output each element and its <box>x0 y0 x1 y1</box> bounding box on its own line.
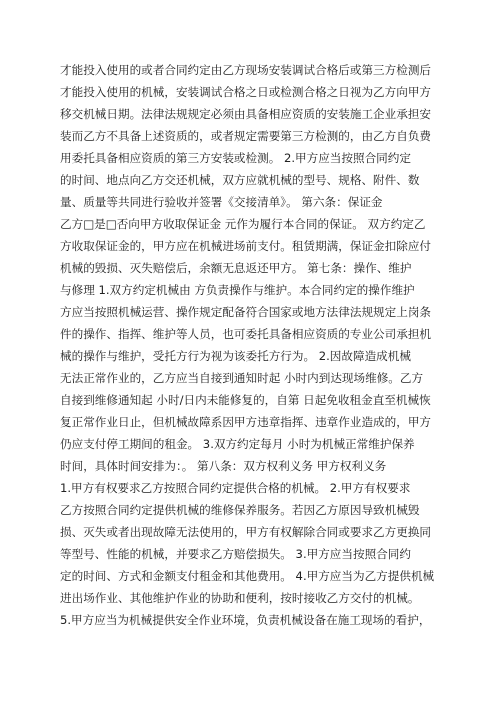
text-line: 机械的毁损、灭失赔偿后，余额无息返还甲方。 第七条：操作、维护 <box>60 261 412 275</box>
text-line: 1.甲方有权要求乙方按照合同约定提供合格的机械。 2.甲方有权要求 <box>60 481 411 495</box>
text-line: 才能投入使用的机械，安装调试合格之日或检测合格之日视为乙方向甲方 <box>60 85 432 99</box>
text-line: 时间，具体时间安排为：。 第八条：双方权利义务 甲方权利义务 <box>60 459 387 473</box>
text-line: 定的时间、方式和金额支付租金和其他费用。 4.甲方应当为乙方提供机械 <box>60 569 435 583</box>
text-line: 自接到维修通知起 小时/日内未能修复的，自第 日起免收租金直至机械恢 <box>60 393 431 407</box>
text-line: 无法正常作业的，乙方应当自接到通知时起 小时内到达现场维修。乙方 <box>60 371 424 385</box>
text-line: 方应当按照机械运营、操作规定配备符合国家或地方法律法规规定上岗条 <box>60 305 432 319</box>
text-line: 复正常作业日止，但机械故障系因甲方违章指挥、违章作业造成的，甲方 <box>60 415 432 429</box>
text-line: 损、灭失或者出现故障无法使用的，甲方有权解除合同或要求乙方更换同 <box>60 525 432 539</box>
text-line: 量、质量等共同进行验收并签署《交接清单》。 第六条：保证金 <box>60 195 383 209</box>
text-line: 等型号、性能的机械，并要求乙方赔偿损失。 3.甲方应当按照合同约 <box>60 547 411 561</box>
text-line: 方收取保证金的，甲方应在机械进场前支付。租赁期满，保证金扣除应付 <box>60 239 432 253</box>
text-line: 乙方□是□否向甲方收取保证金 元作为履行本合同的保证。 双方约定乙 <box>60 217 426 231</box>
text-line: 才能投入使用的或者合同约定由乙方现场安装调试合格后或第三方检测后 <box>60 63 432 77</box>
text-line: 乙方按照合同约定提供机械的维修保养服务。若因乙方原因导致机械毁 <box>60 503 420 517</box>
text-line: 5.甲方应当为机械提供安全作业环境，负责机械设备在施工现场的看护， <box>60 613 431 627</box>
text-line: 进出场作业、其他维护作业的协助和便利，按时接收乙方交付的机械。 <box>60 591 420 605</box>
text-line: 械的操作与维护，受托方行为视为该委托方行为。 2.因故障造成机械 <box>60 349 411 363</box>
text-line: 装而乙方不具备上述资质的，或者规定需要第三方检测的，由乙方自负费 <box>60 129 432 143</box>
text-line: 与修理 1.双方约定机械由 方负责操作与维护。本合同约定的操作维护 <box>60 283 415 297</box>
text-line: 的时间、地点向乙方交还机械，双方应就机械的型号、规格、附件、数 <box>60 173 420 187</box>
text-line: 仍应支付停工期间的租金。 3.双方约定每月 小时为机械正常维护保养 <box>60 437 415 451</box>
text-line: 件的操作、指挥、维护等人员，也可委托具备相应资质的专业公司承担机 <box>60 327 432 341</box>
text-line: 用委托具备相应资质的第三方安装或检测。 2.甲方应当按照合同约定 <box>60 151 411 165</box>
text-line: 移交机械日期。法律法规规定必须由具备相应资质的安装施工企业承担安 <box>60 107 432 121</box>
